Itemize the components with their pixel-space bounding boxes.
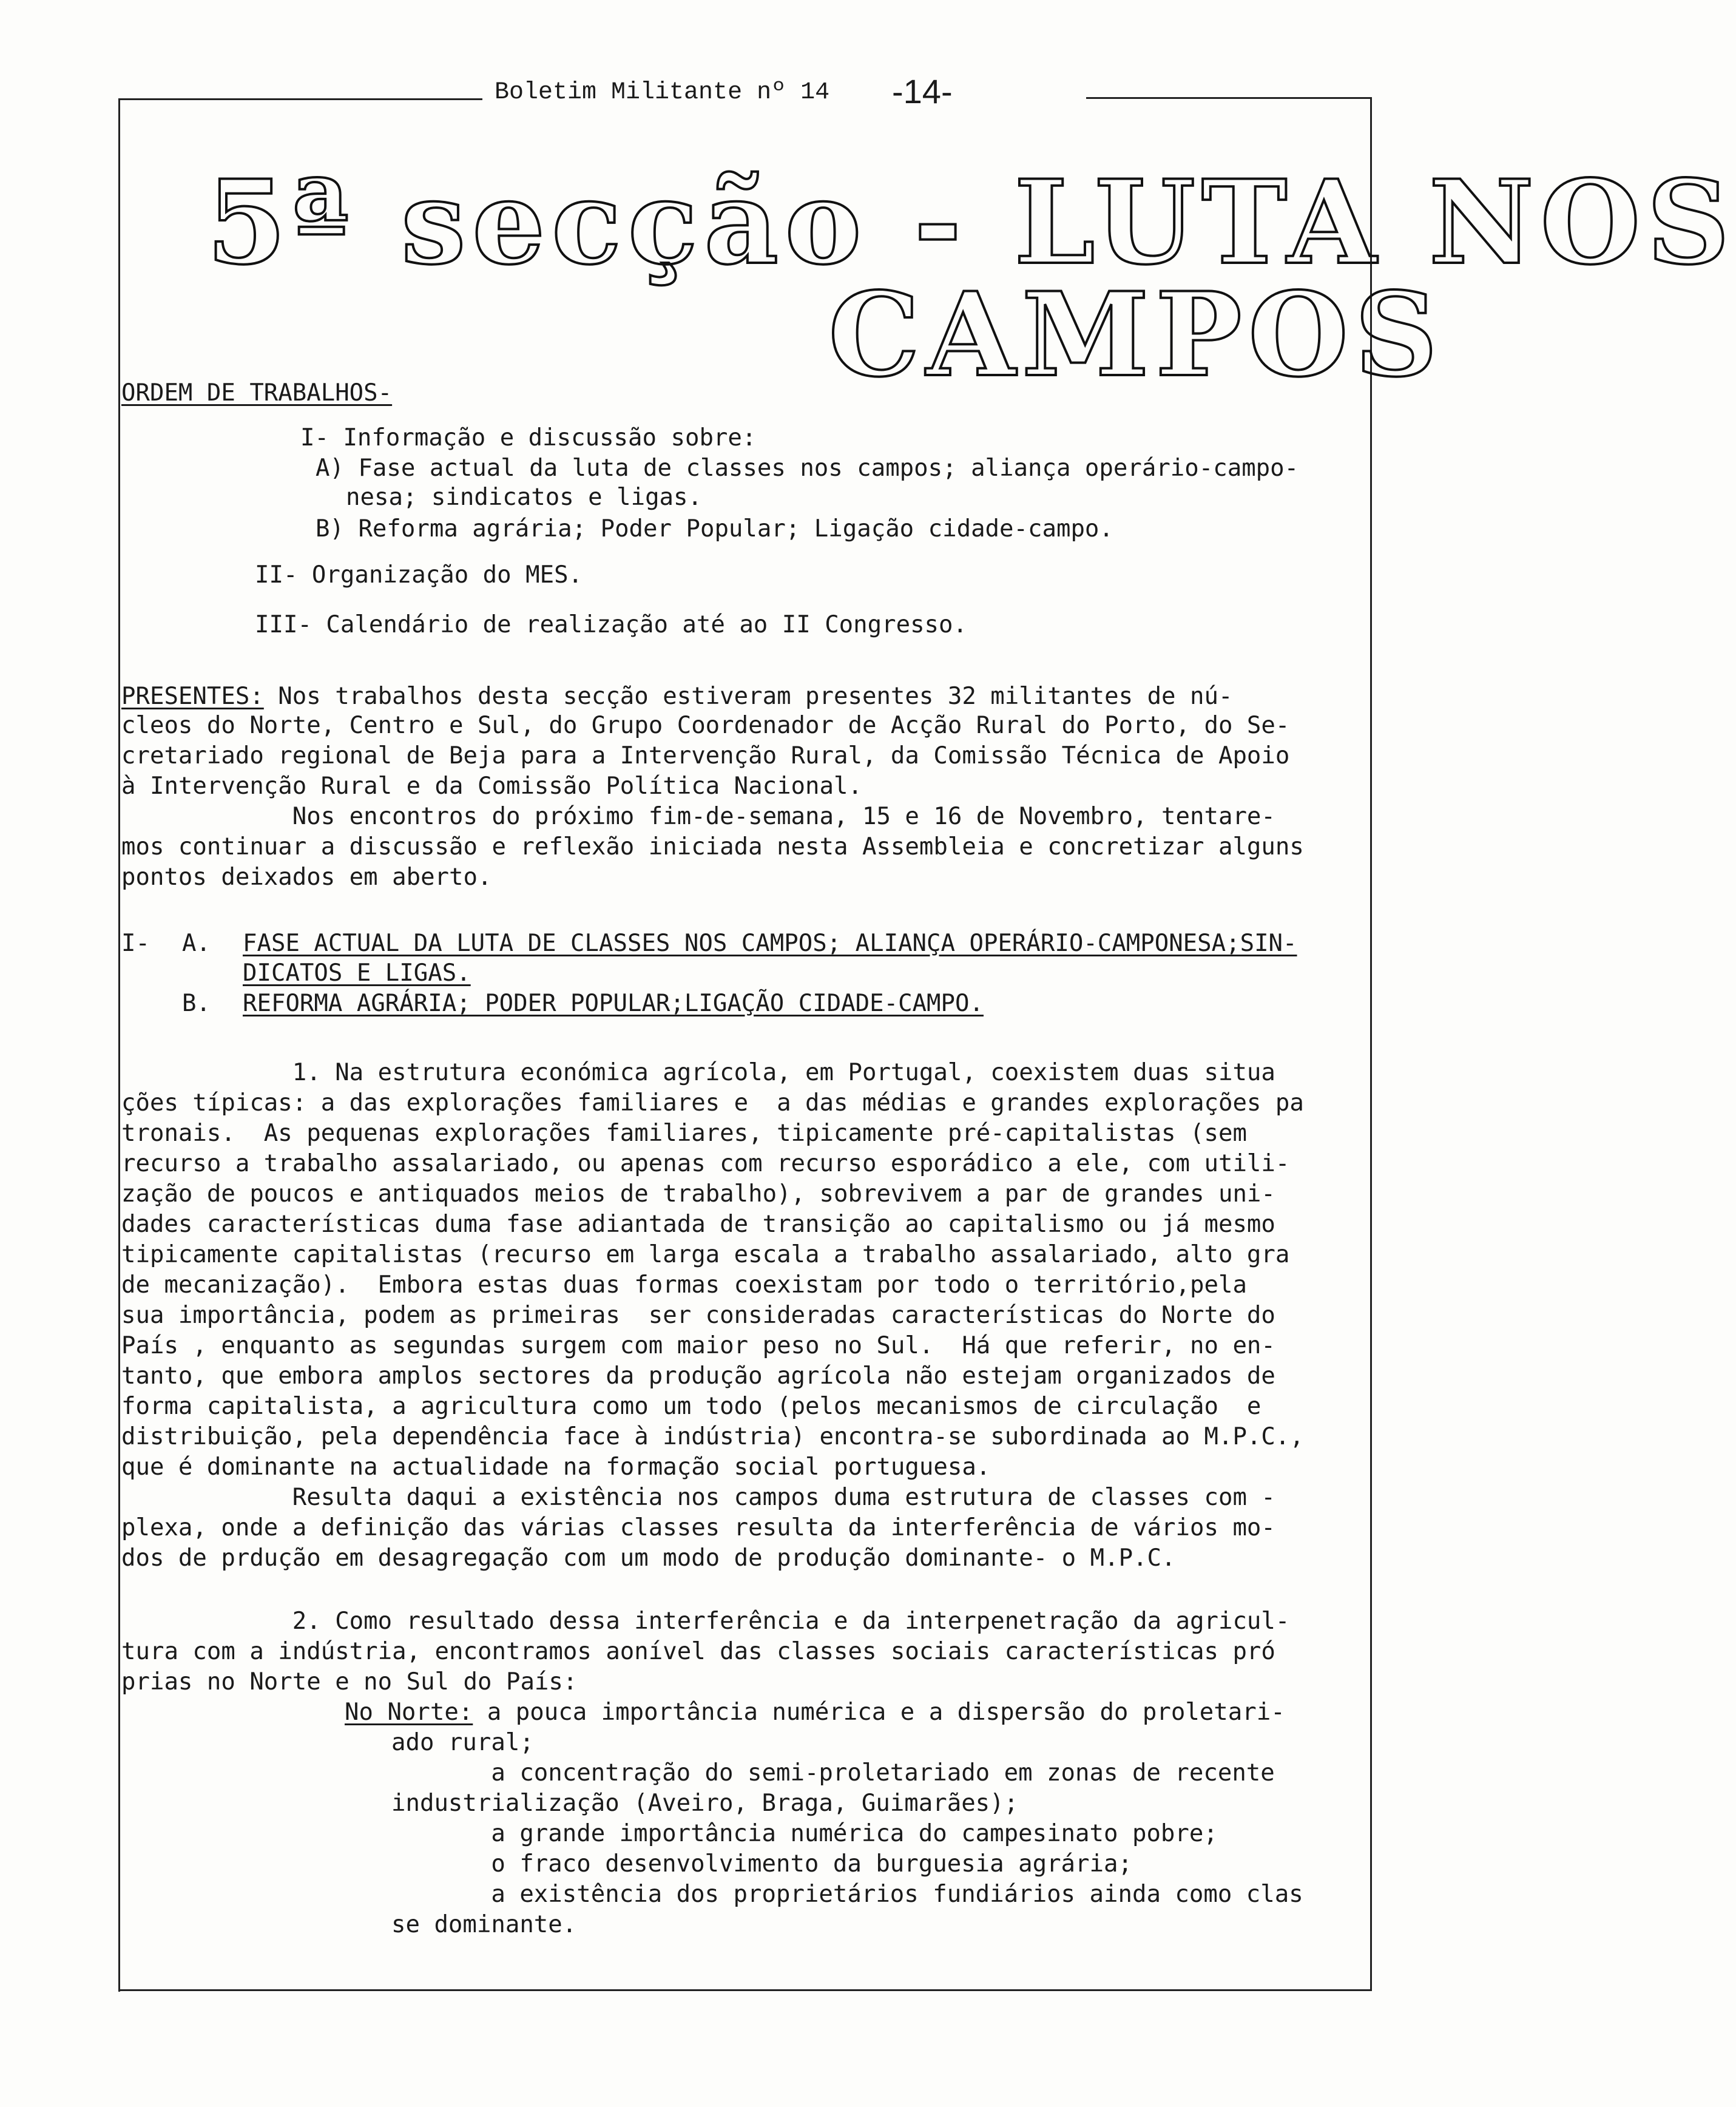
norte-line: a grande importância numérica do campesinato pobre;	[391, 1820, 1218, 1847]
section-title: 5ª secção - LUTA NOS	[206, 155, 1736, 290]
body-line: de mecanização). Embora estas duas formas coexistam por todo o território,pela	[121, 1271, 1247, 1299]
body-line: tipicamente capitalistas (recurso em larga escala a trabalho assalariado, alto gra	[121, 1241, 1290, 1268]
body-line: forma capitalista, a agricultura como um todo (pelos mecanismos de circulação e	[121, 1393, 1261, 1420]
section-b-title: REFORMA AGRÁRIA; PODER POPULAR;LIGAÇÃO CIDADE-CAMPO.	[243, 990, 984, 1017]
section-number: I-	[121, 930, 150, 957]
section-a-label: A.	[182, 930, 211, 957]
presentes-first-line	[121, 685, 1232, 708]
body-line: País , enquanto as segundas surgem com maior peso no Sul. Há que referir, no en-	[121, 1332, 1275, 1359]
body-line: tanto, que embora amplos sectores da produção agrícola não estejam organizados de	[121, 1362, 1275, 1390]
presentes-line: cleos do Norte, Centro e Sul, do Grupo Coordenador de Acção Rural do Porto, do Se-	[121, 712, 1290, 739]
page-number: -14-	[892, 72, 953, 110]
section-a-title: FASE ACTUAL DA LUTA DE CLASSES NOS CAMPOS; ALIANÇA OPERÁRIO-CAMPONESA;SIN-	[243, 930, 1297, 957]
section-title-line2: CAMPOS	[828, 267, 1444, 402]
agenda-item: A) Fase actual da luta de classes nos campos; aliança operário-campo-	[316, 455, 1299, 482]
body-line: plexa, onde a definição das várias classes resulta da interferência de vários mo-	[121, 1514, 1275, 1541]
frame-top-right	[1086, 97, 1371, 99]
body-line: prias no Norte e no Sul do País:	[121, 1668, 578, 1696]
norte-line: a concentração do semi-proletariado em zonas de recente	[391, 1759, 1275, 1787]
agenda-item: III- Calendário de realização até ao II Congresso.	[255, 611, 967, 638]
body-line: zação de poucos e antiquados meios de trabalho), sobrevivem a par de grandes uni-	[121, 1180, 1275, 1208]
agenda-item: I- Informação e discussão sobre:	[300, 424, 757, 451]
section-a-title-cont: DICATOS E LIGAS.	[243, 959, 471, 987]
presentes-line: à Intervenção Rural e da Comissão Política Nacional.	[121, 773, 862, 800]
norte-line: a existência dos proprietários fundiários ainda como clas	[391, 1881, 1303, 1908]
norte-line: se dominante.	[391, 1911, 577, 1938]
body-line: 1. Na estrutura económica agrícola, em Portugal, coexistem duas situa	[121, 1059, 1275, 1086]
body-line: tura com a indústria, encontramos aonível das classes sociais características pró	[121, 1638, 1275, 1665]
body-line: tronais. As pequenas explorações familiares, tipicamente pré-capitalistas (sem	[121, 1120, 1247, 1147]
body-line: Resulta daqui a existência nos campos duma estrutura de classes com -	[121, 1484, 1275, 1511]
presentes-label: PRESENTES:	[121, 683, 264, 710]
norte-line: industrialização (Aveiro, Braga, Guimarães);	[391, 1790, 1019, 1817]
presentes-line: Nos encontros do próximo fim-de-semana, 15 e 16 de Novembro, tentare-	[121, 803, 1275, 830]
frame-top-left	[118, 98, 482, 100]
body-line: recurso a trabalho assalariado, ou apenas com recurso esporádico a ele, com utili-	[121, 1150, 1290, 1177]
frame-left	[118, 98, 120, 1992]
body-line: que é dominante na actualidade na formação social portuguesa.	[121, 1453, 991, 1481]
body-line: 2. Como resultado dessa interferência e da interpenetração da agricul-	[121, 1608, 1290, 1635]
norte-line: ado rural;	[391, 1729, 534, 1756]
norte-text: a pouca importância numérica e a dispersão do proletari-	[473, 1699, 1285, 1726]
agenda-item: nesa; sindicatos e ligas.	[346, 484, 702, 511]
body-line: dos de prdução em desagregação com um modo de produção dominante- o M.P.C.	[121, 1544, 1176, 1572]
norte-first-line	[345, 1700, 1285, 1724]
presentes-line: mos continuar a discussão e reflexão iniciada nesta Assembleia e concretizar alguns	[121, 833, 1304, 861]
body-line: distribuição, pela dependência face à indústria) encontra-se subordinada ao M.P.C.,	[121, 1423, 1304, 1450]
presentes-text: Nos trabalhos desta secção estiveram presentes 32 militantes de nú-	[263, 683, 1233, 710]
body-line: ções típicas: a das explorações familiares e a das médias e grandes explorações pa	[121, 1089, 1304, 1117]
body-line: dades características duma fase adiantada de transição ao capitalismo ou já mesmo	[121, 1211, 1275, 1238]
frame-bottom	[118, 1989, 1372, 1991]
agenda-item: II- Organização do MES.	[255, 561, 583, 589]
publication-header: Boletim Militante nº 14	[495, 79, 830, 106]
section-b-label: B.	[182, 990, 211, 1017]
norte-label: No Norte:	[345, 1699, 473, 1726]
norte-line: o fraco desenvolvimento da burguesia agrária;	[391, 1850, 1132, 1878]
presentes-line: cretariado regional de Beja para a Intervenção Rural, da Comissão Técnica de Apoio	[121, 742, 1290, 769]
agenda-item: B) Reforma agrária; Poder Popular; Ligação cidade-campo.	[316, 515, 1113, 543]
body-line: sua importância, podem as primeiras ser consideradas características do Norte do	[121, 1302, 1275, 1329]
agenda-heading: ORDEM DE TRABALHOS-	[121, 379, 393, 407]
presentes-line: pontos deixados em aberto.	[121, 864, 492, 891]
